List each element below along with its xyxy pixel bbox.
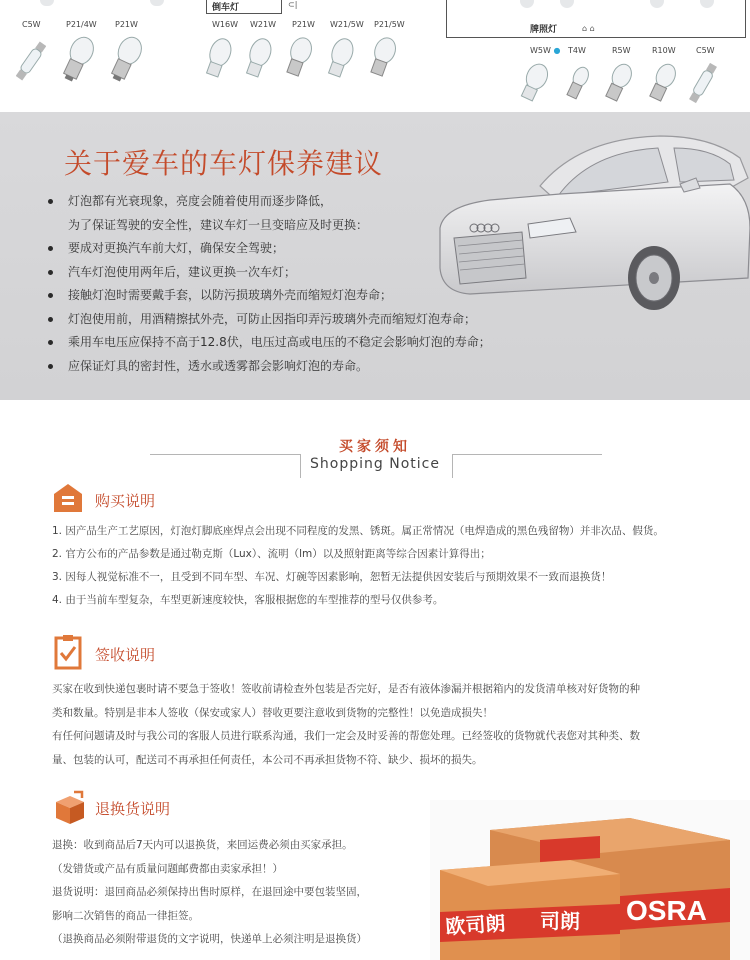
receipt-title: 签收说明 xyxy=(95,646,156,664)
bayonet-bulb-image xyxy=(280,34,316,84)
purchase-title: 购买说明 xyxy=(95,492,156,510)
shipping-boxes-photo xyxy=(430,800,750,960)
small-bulb-image xyxy=(560,62,594,108)
festoon-bulb-image xyxy=(16,36,46,86)
license-lamp-icon: ⌂ ⌂ xyxy=(582,24,595,33)
box-brand-text: 欧司朗 xyxy=(444,910,507,939)
bulb-model-label: W16W xyxy=(212,20,238,29)
bayonet-bulb-image xyxy=(106,32,146,86)
bulb-model-label: P21/5W xyxy=(374,20,405,29)
bulb-model-label: W21/5W xyxy=(330,20,364,29)
care-tip-item: 为了保证驾驶的安全性，建议车灯一旦变暗应及时更换： xyxy=(68,217,369,232)
reverse-lamp-icon: ⊂| xyxy=(288,0,298,9)
bulb-image-cropped xyxy=(150,0,164,6)
care-tip-item: 接触灯泡时需要戴手套，以防污损玻璃外壳而缩短灯泡寿命； xyxy=(48,284,491,308)
bayonet-bulb-image xyxy=(58,32,98,86)
receipt-line: 量、包装的认可，配送司不再承担任何责任，本公司不再承担货物不符、缺少、损坏的损失。 xyxy=(52,753,483,766)
notice-header xyxy=(0,430,750,480)
notice-title-cn: 买家须知 xyxy=(339,439,411,455)
purchase-line: 2. 官方公布的产品参数是通过勒克斯（Lux）、流明（lm）以及照射距离等综合因素计算得出； xyxy=(52,548,491,560)
returns-title: 退换货说明 xyxy=(95,800,171,818)
care-tip-item: 汽车灯泡使用两年后，建议更换一次车灯； xyxy=(48,261,491,285)
purchase-body xyxy=(52,520,664,612)
box-brand-text: 司朗 xyxy=(540,909,580,933)
bulb-model-label: W5W ● xyxy=(530,46,561,55)
returns-line: （退换商品必须附带退货的文字说明，快递单上必须注明是退换货） xyxy=(52,933,367,945)
care-tip-item: 要成对更换汽车前大灯，确保安全驾驶； xyxy=(48,237,491,261)
clipboard-check-icon xyxy=(50,634,86,670)
bulb-model-label: R10W xyxy=(652,46,676,55)
bulb-image-cropped xyxy=(40,0,54,6)
care-tip-item: 乘用车电压应保持不高于12.8伏，电压过高或电压的不稳定会影响灯泡的寿命； xyxy=(48,331,491,355)
receipt-line: 买家在收到快递包裹时请不要急于签收！签收前请检查外包装是否完好，是否有液体渗漏并根据箱内的发货清单核对好货物的种 xyxy=(52,683,640,695)
shop-bag-icon xyxy=(50,480,86,516)
receipt-line: 有任何问题请及时与我公司的客服人员进行联系沟通，我们一定会及时妥善的帮您处理。已经签收的货物就代表您对其种类、数 xyxy=(52,730,640,742)
box-brand-text: OSRA xyxy=(626,895,707,926)
wedge-bulb-image xyxy=(322,34,358,84)
bayonet-bulb-image xyxy=(364,34,400,84)
returns-line: 退货说明：退回商品必须保持出售时原样，在退回途中要包装坚固， xyxy=(52,886,367,898)
wedge-bulb-image xyxy=(240,34,276,84)
care-title: 关于爱车的车灯保养建议 xyxy=(64,147,384,180)
notice-title-en: Shopping Notice xyxy=(310,456,440,472)
bulb-model-label: T4W xyxy=(568,46,586,55)
bayonet-bulb-image xyxy=(644,60,680,108)
bulb-model-label: P21W xyxy=(292,20,315,29)
bayonet-bulb-image xyxy=(600,60,636,108)
receipt-line: 类和数量。特别是非本人签收（保安或家人）替收更要注意收到货物的完整性！以免造成损失！ xyxy=(52,706,493,719)
festoon-bulb-image xyxy=(688,58,718,108)
bulb-model-label: R5W xyxy=(612,46,631,55)
lamp-group-name: 倒车灯 xyxy=(212,3,240,13)
receipt-body xyxy=(52,678,640,772)
lamp-group-name: 牌照灯 xyxy=(530,25,558,35)
returns-line: （发错货或产品有质量问题邮费都由卖家承担！） xyxy=(52,862,283,875)
bulb-model-label: P21/4W xyxy=(66,20,97,29)
bulb-model-label: P21W xyxy=(115,20,138,29)
bulb-model-label: W21W xyxy=(250,20,276,29)
purchase-line: 1. 因产品生产工艺原因，灯泡灯脚底座焊点会出现不同程度的发黑、锈斑。属正常情况（电焊造成的黑色残留物）并非次品、假货。 xyxy=(52,525,664,537)
bulb-model-label: C5W xyxy=(696,46,715,55)
bulb-catalog-strip xyxy=(0,0,750,112)
bulb-model-label: C5W xyxy=(22,20,41,29)
care-tip-item: 应保证灯具的密封性，透水或透雾都会影响灯泡的寿命。 xyxy=(48,355,491,379)
purchase-line: 3. 因每人视觉标准不一，且受到不同车型、车况、灯碗等因素影响，恕暂无法提供因安装后与预期效果不一致而退换货！ xyxy=(52,571,612,583)
care-tip-item: 灯泡都有光衰现象，亮度会随着使用而逐步降低， xyxy=(48,190,491,214)
returns-line: 退换：收到商品后7天内可以退换货，来回运费必须由买家承担。 xyxy=(52,839,353,851)
purchase-line: 4. 由于当前车型复杂，车型更新速度较快，客服根据您的车型推荐的型号仅供参考。 xyxy=(52,594,444,606)
care-tips-list xyxy=(48,190,491,378)
returns-line: 影响二次销售的商品一律拒签。 xyxy=(52,909,199,922)
car-light-care-banner xyxy=(0,112,750,400)
wedge-bulb-image xyxy=(514,58,554,108)
returns-body xyxy=(52,834,367,952)
care-tip-item: 灯泡使用前，用酒精擦拭外壳，可防止因指印弄污玻璃外壳而缩短灯泡寿命； xyxy=(48,308,491,332)
shopping-notice-section xyxy=(0,400,750,960)
return-box-icon xyxy=(52,790,88,826)
wedge-bulb-image xyxy=(200,34,236,84)
